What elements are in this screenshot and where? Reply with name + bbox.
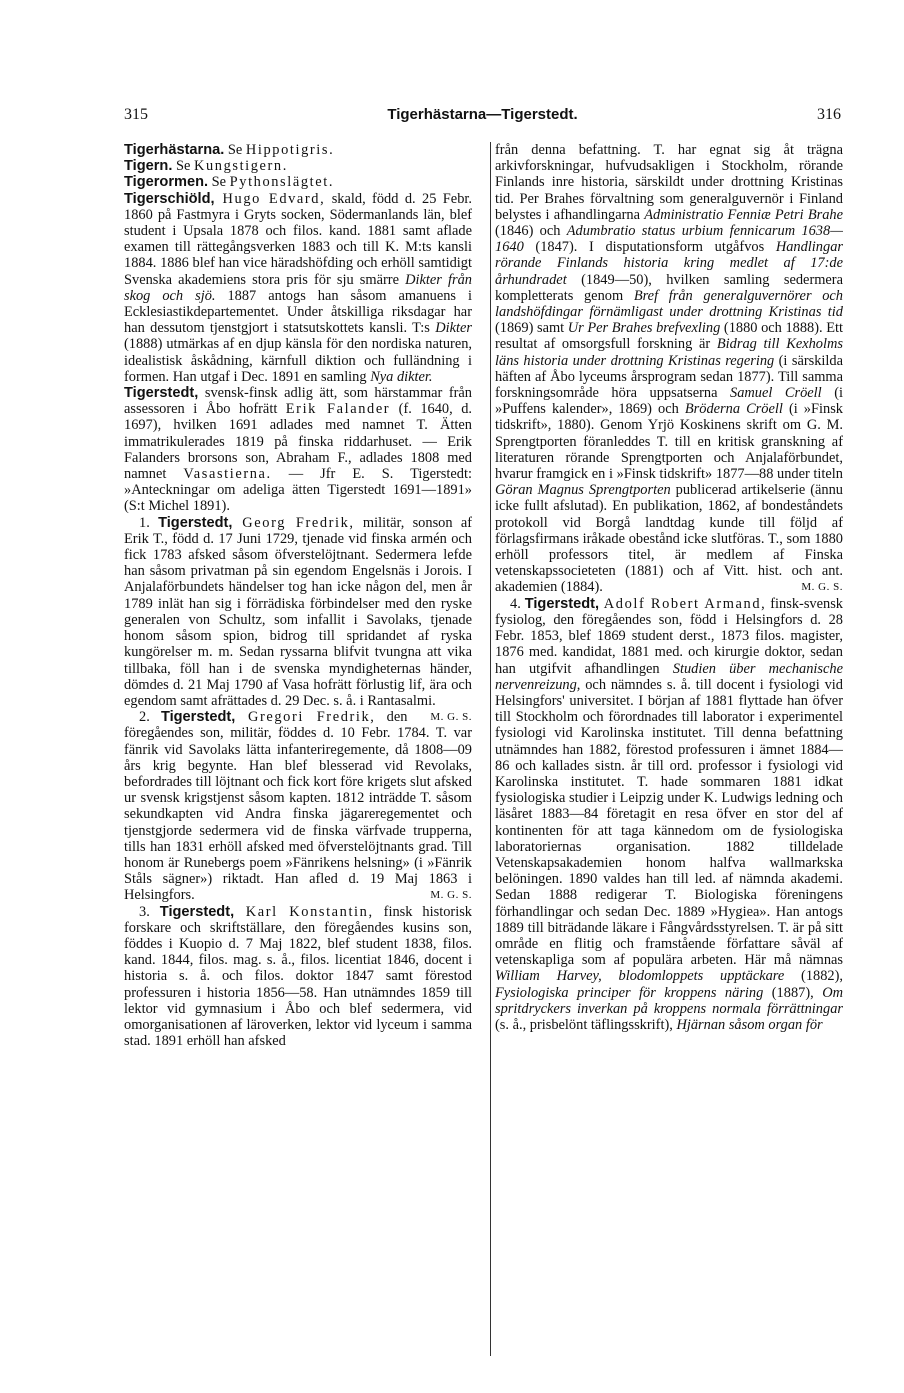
entry-headword: Tigern. xyxy=(124,158,173,175)
entry-tigerstedt-3-continued xyxy=(495,142,843,596)
entry-headword: Tigerstedt, xyxy=(524,595,600,612)
entry-text: Se xyxy=(208,174,230,191)
entry-headword: Tigerstedt, xyxy=(158,514,233,531)
entry-text: (f. 1640, d. 1697), hvilken 1691 adlades med namnet T. Ätten immatrikulerades 1819 på finska riddarhuset. — Erik Falanders brorsons son, Abraham F., adlades 1808 med namnet xyxy=(124,401,472,483)
work-title: Studien über mechanische nervenreizung, xyxy=(495,660,843,693)
entry-text: (1882), xyxy=(784,968,843,985)
cross-reference: Hippotigris. xyxy=(245,142,335,158)
entry-headword: Tigerstedt, xyxy=(159,903,235,920)
work-title: Ur Per Brahes brefvexling xyxy=(567,320,721,337)
entry-text: — Jfr E. S. Tigerstedt: »Anteckningar om adeliga ätten Tigerstedt 1691—1891» (S:t Michel 1891). xyxy=(124,466,472,515)
page-header xyxy=(124,106,841,130)
entry-text: svensk-finsk adlig ätt, som härstammar från assessoren i Åbo hofrätt xyxy=(124,385,472,418)
entry-text: Se xyxy=(172,158,194,175)
person-name: Hugo Edvard, xyxy=(214,190,326,207)
work-title: Hjärnan såsom organ för xyxy=(676,1016,823,1033)
entry-text: (i »Puffens kalender», 1869) och xyxy=(495,385,843,418)
entry-tigerschiold xyxy=(124,191,472,385)
entry-text: Se xyxy=(224,142,246,158)
entry-text: publicerad artikelserie (ännu icke fullt afslutad). En publikation, 1862, af bondeståndets protokoll vid Borgå landtdag kunde till följd af förlagsfirmans iråkade obestånd icke slutföras. T., som 1880 erhöll professors titel, är medlem af Finska vetenskapssocieteten (1881) och af Vitt. hist. och ant. akademien (1884). xyxy=(495,482,843,596)
work-title: Göran Magnus Sprengtporten xyxy=(495,482,671,499)
person-name: Erik Falander xyxy=(285,401,391,418)
entry-text: den föregåendes son, militär, föddes d. 10 Febr. 1784. T. var fänrik vid Savolaks lätta infanteriregemente, då 1808—09 års krig begynte. Han blef blesserad vid Revolaks, befordrades till löjtnant och fick kort före krigets slut afsked ur svensk krigstjenst såsom kapten. 1812 inträdde T. såsom sekundkapten vid Andra finska jägareregementet och tjenstgjorde sedermera vid de finska värfvade trupperna, tills han 1831 erhöll afsked med öfverstelöjtnants grad. Till honom är Runebergs poem »Fänrikens helsning» (i »Fänrik Ståls sägner») riktadt. Han afled d. 19 Maj 1863 i Helsingfors. xyxy=(124,709,472,904)
work-title: William Harvey, blodomloppets upptäckare xyxy=(495,968,785,985)
entry-headword: Tigerormen. xyxy=(124,174,209,191)
work-title: Samuel Cröell xyxy=(730,385,822,402)
entry-text: (1847). I disputationsform utgåfvos xyxy=(523,239,776,256)
entry-text: (1869) samt xyxy=(495,320,568,337)
running-head: Tigerhästarna—Tigerstedt. xyxy=(387,106,578,123)
work-title: Dikter från skog och sjö. xyxy=(124,271,472,304)
entry-tigern xyxy=(124,158,472,174)
work-title: Bidrag till Kexholms läns historia under drottning Kristinas regering xyxy=(495,336,843,369)
entry-text: militär, sonson af Erik T., född d. 17 Juni 1729, tjenade vid finska armén och fick 1783 afsked såsom öfverstelöjtnant. Sedermera lefde han såsom privatman på sin egendom Engelsnäs i Jorois. I Anjalaförbundets händelser tog han icke någon del, men år 1789 inlät han sig i förrädiska förbindelser med den ryske generalen von Schultz, som infallit i Savolaks, tjenade honom såsom spion, bidrog till spridandet af ryska kungörelser m. m. Sedan ryssarna blifvit tvungna att vika tillbaka, föll han i de svenska myndigheternas händer, dömdes d. 21 Maj 1790 af Vasa hofrätt förlustig lif, ära och egendom samt afrättades d. 29 Dec. s. å. i Rantasalmi. xyxy=(124,514,472,709)
entry-text: från denna befattning. T. har egnat sig åt trägna arkivforskningar, hufvudsakligen i Stockholm, rörande Finlands inre historia, särskildt under drottning Kristinas tid. Per Brahes förvaltning som generalguvernör i Finland belystes i afhandlingarna xyxy=(495,142,843,223)
entry-tigerstedt-3 xyxy=(124,904,472,1050)
work-title: Dikter xyxy=(435,320,472,337)
right-column xyxy=(495,142,843,1364)
entry-text: finsk-svensk fysiolog, den föregåendes son, född i Helsingfors d. 28 Febr. 1853, blef 1869 student derst., 1873 filos. magister, 1876 med. kandidat, 1881 med. och kirurgie doktor, sedan han utgifvit afhandlingen xyxy=(495,595,843,677)
entry-tigerstedt-4 xyxy=(495,596,843,1033)
work-title: Om spritdryckers inverkan på kroppens normala förrättningar xyxy=(495,984,843,1017)
entry-tigerstedt-family xyxy=(124,385,472,515)
entry-text: (1846) och xyxy=(495,223,567,240)
work-title: Nya dikter. xyxy=(370,368,433,385)
person-name: Gregori Fredrik, xyxy=(235,709,376,726)
entry-text: 1887 antogs han såsom amanuens i Ecklesiastikdepartementet. Under åtskilliga riksdagar har han dessutom tjenstgjort i statsutskottets kansli. T:s xyxy=(124,287,472,337)
cross-reference: Pythonslägtet. xyxy=(229,174,335,191)
column-divider xyxy=(490,142,491,1356)
entry-text: (i särskilda häften af Åbo lyceums årsprogram sedan 1877). Till samma forskningsområde höra uppsatserna xyxy=(495,352,843,402)
person-name: Karl Konstantin, xyxy=(234,903,374,920)
entry-number: 3. xyxy=(139,903,160,920)
page-number-right: 316 xyxy=(817,106,841,123)
entry-text: och nämndes s. å. till docent i fysiologi vid Helsingfors' universitet. I början af 1881 flyttade han öfver till Stockholm och förordnades till laborator i experimentel fysiologi vid Karolinska institutet. Till denna befattning utnämndes han 1882, förestod professuren i ämnet 1884—86 och kallades sistn. år till ord. professor i fysiologi vid Karolinska institutet. T. hade sommaren 1881 idkat fysiologiska studier i Leipzig under K. Ludwigs ledning och läsåret 1883—84 företagit en resa öfver en stor del af kontinenten för att taga kännedom om de fysiologiska laboratoriernas organisation. 1882 tilldelade Vetenskapsakademien honom halfva wallmarkska belöningen. 1890 valdes han till led. af nämnda akademi. Sedan 1888 redigerar T. Biologiska föreningens förhandlingar och sedan Dec. 1889 »Hygiea». Han antogs 1889 till biträdande läkare i Fångvårdsstyrelsen. T. är på sitt område en flitig och framstående författare såväl af vetenskapliga som af populära arbeten. Här må nämnas xyxy=(495,676,843,969)
left-column xyxy=(124,142,472,1364)
cross-reference: Kungstigern. xyxy=(193,158,288,175)
entry-headword: Tigerstedt, xyxy=(160,709,236,726)
entry-text: (1888) utmärkas af en djup känsla för den nordiska naturen, idealistisk åskådning, kärnfull diktion och fulländning i formen. Han utgaf i Dec. 1891 en samling xyxy=(124,336,472,385)
entry-text: (1849—50), hvilken samling sedermera kompletterats genom xyxy=(495,271,843,304)
entry-headword: Tigerstedt, xyxy=(124,385,199,402)
entry-tigerhastarna xyxy=(124,142,472,158)
work-title: Adumbratio status urbium fennicarum 1638—1640 xyxy=(495,223,843,256)
entry-headword: Tigerhästarna. xyxy=(124,142,225,158)
author-signature: M. G. S. xyxy=(430,889,472,902)
entry-text: skald, född d. 25 Febr. 1860 på Fastmyra i Gryts socken, Södermanlands län, blef student i Upsala 1878 och filos. kand. 1881 samt aflade examen till rättegångsverken 1883 och till K. M:ts kansli 1884. 1886 blef han vice häradshöfding och erhöll samtidigt Svenska akademiens stora pris för sju smärre xyxy=(124,190,472,288)
entry-text: (i »Finsk tidskrift», 1880). Genom Yrjö Koskinens skrift om G. M. Sprengtporten föranleddes T. till en kritisk granskning af literaturen rörande Sprengtporten och Anjalaförbundet, hvarur framgick en i »Finsk tidskrift» 1877—88 under titeln xyxy=(495,401,843,483)
person-name: Adolf Robert Armand, xyxy=(599,595,767,612)
page-number-left: 315 xyxy=(124,106,148,123)
entry-headword: Tigerschiöld, xyxy=(124,190,215,207)
work-title: Fysiologiska principer för kroppens näring xyxy=(495,984,764,1001)
entry-text: finsk historisk forskare och skriftställare, den föregåendes kusins son, föddes i Kuopio d. 7 Maj 1822, blef student 1838, filos. kand. 1844, filos. mag. s. å., filos. licentiat 1846, docent i historia s. å. och filos. doktor 1847 samt förestod professuren i historia 1856—58. Han utnämndes 1859 till lektor vid gymnasium i Åbo och blef sedermera, vid omorganisationen af läroverken, lektor vid lyceum i samma stad. 1891 erhöll han afsked xyxy=(124,903,472,1050)
entry-tigerstedt-2 xyxy=(124,709,472,903)
work-title: Handlingar rörande Finlands historia kring medlet af 17:de århundradet xyxy=(495,239,843,288)
entry-number: 2. xyxy=(139,709,161,726)
author-signature: M. G. S. xyxy=(430,711,472,724)
entry-number: 4. xyxy=(510,595,525,612)
work-title: Administratio Fenniæ Petri Brahe xyxy=(644,206,843,223)
entry-text: (1880 och 1888). Ett resultat af omsorgsfull forskning är xyxy=(495,320,843,353)
work-title: Bref från generalguvernörer och landshöfdingar förnämligast under drottning Kristinas tid xyxy=(495,287,843,321)
person-name: Vasastierna. xyxy=(183,466,272,483)
work-title: Bröderna Cröell xyxy=(684,401,783,418)
author-signature: M. G. S. xyxy=(801,581,843,594)
entry-text: (s. å., prisbelönt täflingsskrift), xyxy=(495,1016,677,1033)
entry-tigerormen xyxy=(124,174,472,190)
entry-number: 1. xyxy=(139,514,159,531)
person-name: Georg Fredrik, xyxy=(232,514,355,531)
entry-text: (1887), xyxy=(763,984,823,1001)
